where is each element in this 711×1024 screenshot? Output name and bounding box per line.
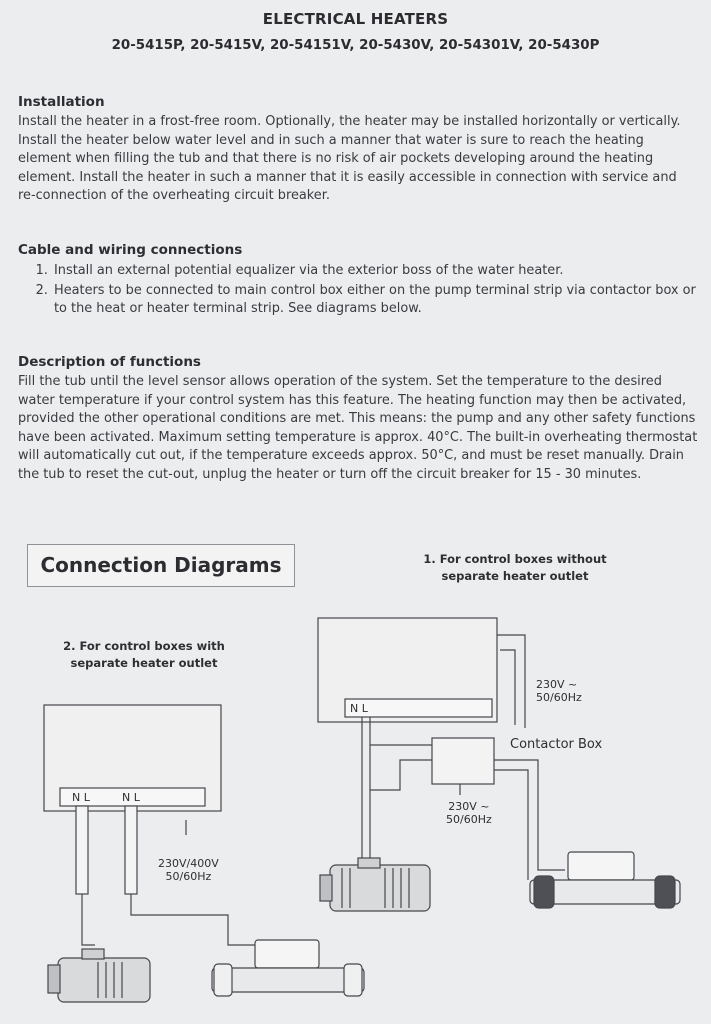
diagram-2-heater xyxy=(212,940,364,996)
diagram-1-supply-1-line-2: 50/60Hz xyxy=(536,691,582,704)
diagram-1-supply-2-line-2: 50/60Hz xyxy=(446,813,492,826)
functions-text: Fill the tub until the level sensor allows operation of the system. Set the temperature to the desired water temperature if your control system has this feature. The heating function may then be activated, provided the other operational conditions are met. This means: the pump and any other safety functions have been activated. Maximum setting temperature is approx. 40°C. The built-in overheating thermostat will automatically cut out, if the temperature exceeds approx. 50°C, and must be reset manually. Drain the tub to reset the cut-out, unplug the heater or turn off the circuit breaker for 15 - 30 minutes. xyxy=(18,374,698,482)
wiring-item-2: 2. Heaters to be connected to main control box either on the pump terminal strip via contactor box or to the heat or heater terminal strip. See diagrams below. xyxy=(52,282,698,318)
model-numbers: 20-5415P, 20-5415V, 20-54151V, 20-5430V, 20-54301V, 20-5430P xyxy=(111,38,600,53)
diagram-1-caption-line-1: 1. For control boxes without xyxy=(423,552,607,566)
contactor-box-label: Contactor Box xyxy=(510,737,603,752)
diagram-2-supply-line-2: 50/60Hz xyxy=(165,870,212,883)
diagram-1-pump xyxy=(320,858,430,911)
diagram-2-pump xyxy=(48,949,150,1002)
diagram-1-supply-1-line-1: 230V ~ xyxy=(536,678,578,691)
installation-text: Install the heater in a frost-free room. Optionally, the heater may be installed horizontally or vertically. Install the heater below water level and in such a manner that water is sure to reach the heating element when filling the tub and that there is no risk of air pockets developing around the heating element. Install the heater in such a manner that it is easily accessible in connection with service and re-connection of the overheating circuit breaker. xyxy=(18,114,681,203)
diagram-1-supply-1 xyxy=(536,678,582,704)
installation-heading: Installation xyxy=(18,94,105,110)
diagram-1-terminal-label: N L xyxy=(350,702,368,715)
diagram-1-caption-line-2: separate heater outlet xyxy=(441,569,589,583)
diagram-2-supply-line-1: 230V/400V xyxy=(158,857,219,870)
diagram-1-supply-2-line-1: 230V ~ xyxy=(448,800,490,813)
connection-diagrams-title: Connection Diagrams xyxy=(40,553,282,577)
diagram-2-supply xyxy=(158,857,219,883)
contactor-box xyxy=(432,738,494,784)
diagram-2-terminal-left: N L xyxy=(72,791,90,804)
diagram-2-caption-line-1: 2. For control boxes with xyxy=(63,639,225,653)
wiring-heading: Cable and wiring connections xyxy=(18,242,243,258)
wiring-item-1: 1. Install an external potential equalizer via the exterior boss of the water heater. xyxy=(52,262,698,280)
diagram-1-supply-2 xyxy=(446,800,492,826)
functions-heading: Description of functions xyxy=(18,354,201,370)
diagram-1-heater xyxy=(530,852,680,908)
diagram-2-caption-line-2: separate heater outlet xyxy=(70,656,218,670)
diagram-2-terminal-right: N L xyxy=(122,791,140,804)
page-title: ELECTRICAL HEATERS xyxy=(262,10,449,28)
